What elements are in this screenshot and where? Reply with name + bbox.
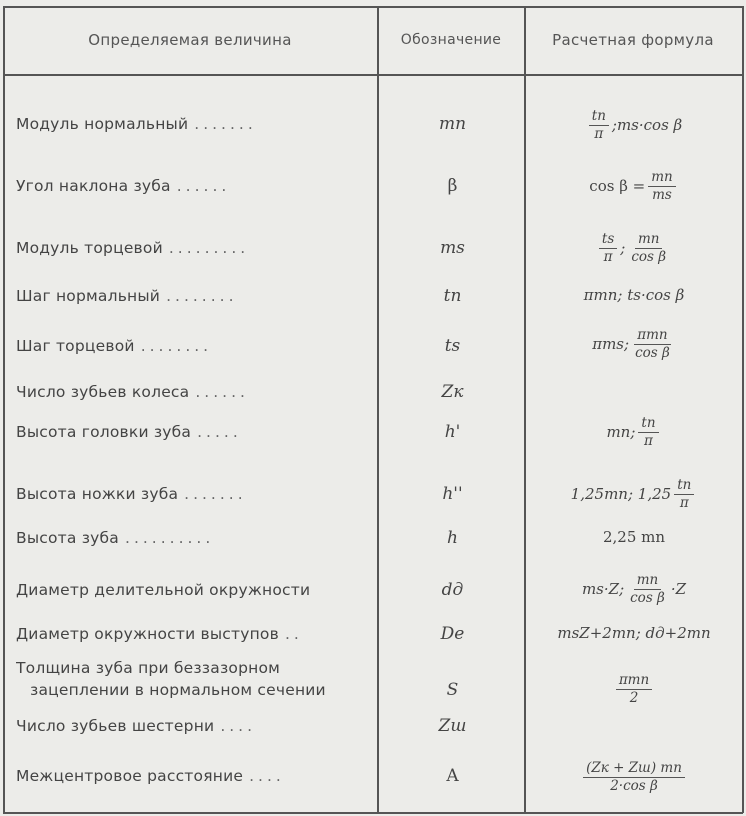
table-row-formula: $\frac{tn}{\pi}$ ; ms·cos β [527, 104, 741, 146]
table-row-formula: 1,25mn; 1,25 $\frac{tn}{\pi}$ [527, 472, 741, 516]
table-row-formula: πmn; ts·cos β [583, 286, 685, 304]
top-border [3, 6, 743, 8]
table-row-name: Толщина зуба при беззазорном [16, 659, 281, 677]
table-row-name: Шаг нормальный ........ [16, 287, 238, 305]
table-row-symbol: h'' [442, 484, 463, 504]
table-row-formula: $\frac{\text{πmn}}{2}$ [527, 666, 741, 712]
right-border [742, 6, 744, 813]
header-formula: Расчетная формула [552, 31, 714, 49]
table-row-symbol: S [446, 680, 459, 700]
table-row-symbol: ms [440, 238, 465, 258]
table-row-symbol: Dе [440, 624, 465, 644]
table-row-name: Модуль нормальный ....... [16, 115, 257, 133]
column-divider-1 [377, 6, 379, 813]
table-row-symbol: mn [438, 114, 467, 134]
table-row-formula: msZ+2mn; dд+2mn [557, 624, 711, 642]
table-row-name: Угол наклона зуба ...... [16, 177, 231, 195]
table-row-symbol: Zк [441, 382, 464, 402]
table-row-formula [527, 378, 741, 406]
table-row-name: Диаметр делительной окружности [16, 581, 311, 599]
table-row-formula: $\frac{(Zк + Zш) mn}{\text{2·cos β}}$ [527, 752, 741, 802]
table-row-name: Диаметр окружности выступов .. [16, 625, 303, 643]
table-row-name: Модуль торцевой ......... [16, 239, 250, 257]
table-row-name: Высота ножки зуба ....... [16, 485, 247, 503]
table-row-formula: 2,25 mn [602, 528, 666, 546]
header-symbol: Обозначение [400, 32, 502, 48]
table-row-symbol: tn [443, 286, 462, 306]
bottom-border [3, 812, 743, 814]
table-row-symbol: h' [444, 422, 461, 442]
table-row-name: Межцентровое расстояние .... [16, 767, 285, 785]
header-bottom-border [3, 74, 743, 76]
table-row-name-continued: зацеплении в нормальном сечении [30, 681, 326, 699]
table-row-name: Шаг торцевой ........ [16, 337, 213, 355]
table-row-name: Высота головки зуба ..... [16, 423, 242, 441]
table-row-symbol: A [446, 766, 459, 786]
table-row-symbol: β [447, 176, 458, 196]
table-row-name: Число зубьев колеса ...... [16, 383, 249, 401]
table-row-symbol: dд [441, 580, 464, 600]
table-row-formula: cos β = $\frac{mn}{ms}$ [527, 164, 741, 208]
table-row-formula: ms·Z; $\frac{mn}{\text{cos β}}$ ·Z [581, 571, 687, 606]
table-row-symbol: Zш [438, 716, 467, 736]
table-row-name: Число зубьев шестерни .... [16, 717, 257, 735]
table-row-symbol: ts [444, 336, 461, 356]
table-row-formula: $\frac{ts}{\pi}$ ; $\frac{mn}{\text{cos β}}$ [527, 226, 741, 270]
table-row-formula: mn; $\frac{tn}{\pi}$ [527, 410, 741, 454]
table-row-symbol: h [447, 528, 458, 548]
table-row-name: Высота зуба .......... [16, 529, 215, 547]
table-row-formula: πms; $\frac{\text{πmn}}{\text{cos β}}$ [592, 326, 670, 361]
header-quantity: Определяемая величина [88, 31, 292, 49]
left-border [3, 6, 5, 813]
table-row-formula [527, 712, 741, 740]
